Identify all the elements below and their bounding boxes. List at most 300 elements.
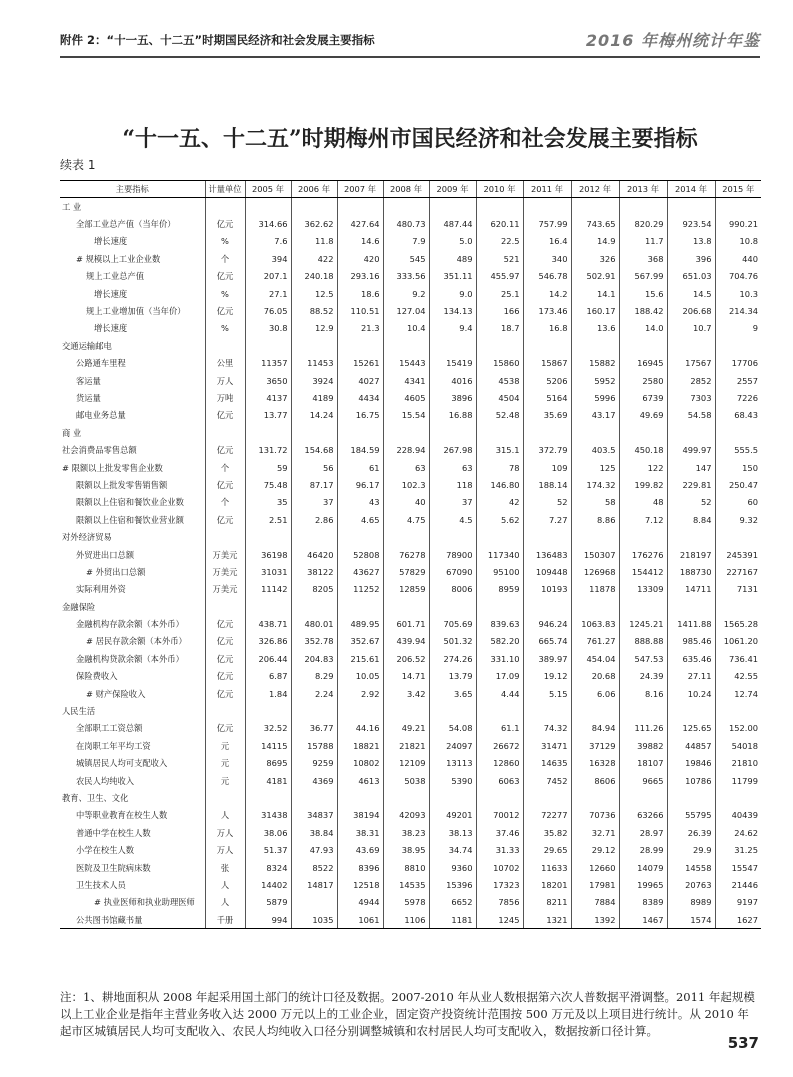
row-value-cell: 11799 — [715, 772, 761, 789]
row-value-cell: 70012 — [476, 807, 523, 824]
table-row — [60, 789, 761, 806]
row-value-cell — [571, 702, 619, 719]
page-title: “十一五、十二五”时期梅州市国民经济和社会发展主要指标 — [122, 126, 698, 152]
table-row — [60, 302, 761, 319]
row-value-cell: 438.71 — [245, 615, 291, 632]
row-unit: 亿元 — [205, 302, 245, 319]
row-value-cell: 9360 — [429, 859, 476, 876]
row-unit: 元 — [205, 737, 245, 754]
row-value-cell: 110.51 — [337, 302, 383, 319]
row-value-cell: 150307 — [571, 546, 619, 563]
row-value-cell: 37129 — [571, 737, 619, 754]
row-value-cell: 19846 — [667, 755, 715, 772]
row-value-cell: 21.3 — [337, 320, 383, 337]
row-value-cell: 7131 — [715, 581, 761, 598]
row-value-cell: 31471 — [523, 737, 571, 754]
row-indicator-name: 限额以上住宿和餐饮业营业额 — [76, 514, 184, 525]
row-value-cell: 38.31 — [337, 824, 383, 841]
table-row — [60, 911, 761, 929]
row-value-cell: 499.97 — [667, 441, 715, 458]
row-value-cell: 3.42 — [383, 685, 429, 702]
row-value-cell: 4369 — [291, 772, 337, 789]
row-value-cell: 18.6 — [337, 285, 383, 302]
row-value-cell: 18821 — [337, 737, 383, 754]
row-value-cell: 14.0 — [619, 320, 667, 337]
row-value-cell: 10702 — [476, 859, 523, 876]
row-value-cell: 109448 — [523, 563, 571, 580]
row-value-cell: 333.56 — [383, 268, 429, 285]
row-indicator-name: 社会消费品零售总额 — [62, 445, 137, 456]
row-value-cell: 743.65 — [571, 215, 619, 232]
row-indicator-name: 公路通车里程 — [76, 358, 126, 369]
row-value-cell: 705.69 — [429, 615, 476, 632]
row-value-cell — [523, 424, 571, 441]
col-header-year: 2015 年 — [715, 181, 761, 198]
row-value-cell: 214.34 — [715, 302, 761, 319]
row-value-cell: 44.16 — [337, 720, 383, 737]
row-unit: 公里 — [205, 355, 245, 372]
row-value-cell: 18201 — [523, 876, 571, 893]
row-value-cell — [667, 789, 715, 806]
row-value-cell: 5952 — [571, 372, 619, 389]
table-row — [60, 807, 761, 824]
table-row — [60, 772, 761, 789]
row-value-cell: 5879 — [245, 894, 291, 911]
row-value-cell: 7884 — [571, 894, 619, 911]
table-row — [60, 581, 761, 598]
row-value-cell: 31031 — [245, 563, 291, 580]
row-unit — [205, 598, 245, 615]
row-indicator-name: 在岗职工年平均工资 — [76, 740, 151, 751]
row-value-cell: 26672 — [476, 737, 523, 754]
row-value-cell: 240.18 — [291, 268, 337, 285]
row-indicator-name: 限额以上批发零售销售额 — [76, 479, 168, 490]
table-row — [60, 633, 761, 650]
row-indicator-name: 全部工业总产值（当年价） — [76, 219, 176, 230]
row-value-cell: 250.47 — [715, 476, 761, 493]
row-value-cell: 489 — [429, 250, 476, 267]
row-value-cell: 15860 — [476, 355, 523, 372]
table-row — [60, 407, 761, 424]
row-value-cell: 11357 — [245, 355, 291, 372]
row-value-cell: 38.13 — [429, 824, 476, 841]
row-value-cell: 15396 — [429, 876, 476, 893]
table-row — [60, 355, 761, 372]
row-value-cell — [523, 598, 571, 615]
row-value-cell: 8.16 — [619, 685, 667, 702]
row-value-cell: 5164 — [523, 389, 571, 406]
row-value-cell: 38.06 — [245, 824, 291, 841]
row-value-cell: 11.7 — [619, 233, 667, 250]
col-header-unit: 计量单位 — [205, 181, 245, 198]
row-value-cell: 17.09 — [476, 668, 523, 685]
row-value-cell: 14711 — [667, 581, 715, 598]
row-value-cell: 9197 — [715, 894, 761, 911]
row-value-cell: 21821 — [383, 737, 429, 754]
row-value-cell — [245, 337, 291, 354]
row-value-cell: 1035 — [291, 911, 337, 929]
row-unit: 人 — [205, 894, 245, 911]
row-value-cell — [429, 702, 476, 719]
row-value-cell: 6063 — [476, 772, 523, 789]
row-value-cell: 59 — [245, 459, 291, 476]
row-value-cell — [523, 528, 571, 545]
row-value-cell: 17323 — [476, 876, 523, 893]
row-value-cell: 351.11 — [429, 268, 476, 285]
row-value-cell: 4613 — [337, 772, 383, 789]
row-value-cell: 8606 — [571, 772, 619, 789]
page-header — [60, 28, 760, 54]
row-value-cell: 76.05 — [245, 302, 291, 319]
row-value-cell: 68.43 — [715, 407, 761, 424]
row-value-cell — [715, 198, 761, 216]
row-value-cell: 14558 — [667, 859, 715, 876]
row-indicator-name: 限额以上住宿和餐饮业企业数 — [76, 497, 184, 508]
row-value-cell — [523, 702, 571, 719]
row-value-cell: 11142 — [245, 581, 291, 598]
row-value-cell: 8324 — [245, 859, 291, 876]
row-value-cell — [291, 198, 337, 216]
row-unit: 张 — [205, 859, 245, 876]
row-value-cell: 2852 — [667, 372, 715, 389]
row-value-cell: 154.68 — [291, 441, 337, 458]
row-value-cell: 206.44 — [245, 650, 291, 667]
row-value-cell: 8.86 — [571, 511, 619, 528]
row-value-cell: 78900 — [429, 546, 476, 563]
row-value-cell: 47.93 — [291, 841, 337, 858]
row-value-cell: 501.32 — [429, 633, 476, 650]
row-value-cell: 27.11 — [667, 668, 715, 685]
row-indicator-name: 农民人均纯收入 — [76, 775, 135, 786]
row-indicator-name: # 居民存款余额（本外币） — [86, 636, 187, 647]
col-header-year: 2005 年 — [245, 181, 291, 198]
row-value-cell: 10.7 — [667, 320, 715, 337]
row-value-cell: 125 — [571, 459, 619, 476]
row-value-cell: 126968 — [571, 563, 619, 580]
row-indicator-name: 实际利用外资 — [76, 584, 126, 595]
row-value-cell — [715, 702, 761, 719]
row-indicator-name: 医院及卫生院病床数 — [76, 862, 151, 873]
row-value-cell: 582.20 — [476, 633, 523, 650]
row-value-cell: 12660 — [571, 859, 619, 876]
row-value-cell — [383, 789, 429, 806]
row-value-cell: 489.95 — [337, 615, 383, 632]
row-value-cell — [619, 789, 667, 806]
table-row — [60, 441, 761, 458]
row-value-cell: 52 — [667, 494, 715, 511]
row-unit: 亿元 — [205, 215, 245, 232]
row-value-cell — [337, 528, 383, 545]
row-value-cell: 228.94 — [383, 441, 429, 458]
row-value-cell: 20.68 — [571, 668, 619, 685]
row-value-cell: 27.1 — [245, 285, 291, 302]
row-value-cell: 38.84 — [291, 824, 337, 841]
row-value-cell: 2557 — [715, 372, 761, 389]
row-value-cell: 18.7 — [476, 320, 523, 337]
row-value-cell: 5.62 — [476, 511, 523, 528]
row-value-cell — [291, 528, 337, 545]
row-value-cell — [523, 337, 571, 354]
row-value-cell: 1.84 — [245, 685, 291, 702]
row-value-cell: 215.61 — [337, 650, 383, 667]
row-value-cell: 19965 — [619, 876, 667, 893]
row-value-cell: 28.97 — [619, 824, 667, 841]
table-header-row — [60, 181, 761, 198]
row-value-cell: 923.54 — [667, 215, 715, 232]
table-subtitle: 续表 1 — [60, 158, 96, 172]
row-value-cell: 567.99 — [619, 268, 667, 285]
row-unit: 亿元 — [205, 441, 245, 458]
row-value-cell: 40439 — [715, 807, 761, 824]
row-value-cell: 4137 — [245, 389, 291, 406]
row-value-cell: 736.41 — [715, 650, 761, 667]
row-value-cell: 40 — [383, 494, 429, 511]
row-indicator-name: # 外贸出口总额 — [86, 566, 146, 577]
row-value-cell: 14635 — [523, 755, 571, 772]
row-value-cell: 118 — [429, 476, 476, 493]
row-value-cell: 1627 — [715, 911, 761, 929]
row-unit — [205, 702, 245, 719]
row-value-cell: 70736 — [571, 807, 619, 824]
row-indicator-name: 公共图书馆藏书量 — [60, 911, 205, 929]
indicators-table — [60, 180, 761, 929]
row-unit: 个 — [205, 459, 245, 476]
row-unit: 亿元 — [205, 720, 245, 737]
row-value-cell: 4027 — [337, 372, 383, 389]
row-value-cell: 111.26 — [619, 720, 667, 737]
row-value-cell: 37.46 — [476, 824, 523, 841]
row-value-cell — [383, 598, 429, 615]
row-unit: 万吨 — [205, 389, 245, 406]
col-header-year: 2008 年 — [383, 181, 429, 198]
row-value-cell: 4605 — [383, 389, 429, 406]
row-value-cell: 8211 — [523, 894, 571, 911]
row-value-cell — [715, 424, 761, 441]
row-value-cell: 7.12 — [619, 511, 667, 528]
row-value-cell: 10786 — [667, 772, 715, 789]
table-row — [60, 320, 761, 337]
row-value-cell: 61.1 — [476, 720, 523, 737]
row-value-cell: 15261 — [337, 355, 383, 372]
row-value-cell: 56 — [291, 459, 337, 476]
row-value-cell: 29.65 — [523, 841, 571, 858]
row-value-cell: 7226 — [715, 389, 761, 406]
row-value-cell: 63266 — [619, 807, 667, 824]
row-value-cell: 11633 — [523, 859, 571, 876]
row-value-cell: 403.5 — [571, 441, 619, 458]
row-value-cell — [571, 789, 619, 806]
row-value-cell: 1063.83 — [571, 615, 619, 632]
row-value-cell: 455.97 — [476, 268, 523, 285]
row-value-cell — [383, 528, 429, 545]
row-value-cell: 1574 — [667, 911, 715, 929]
row-value-cell: 352.67 — [337, 633, 383, 650]
row-value-cell: 4189 — [291, 389, 337, 406]
row-value-cell: 12.5 — [291, 285, 337, 302]
row-value-cell: 326 — [571, 250, 619, 267]
row-indicator-name: 城镇居民人均可支配收入 — [76, 758, 168, 769]
row-value-cell: 9 — [715, 320, 761, 337]
row-value-cell: 4504 — [476, 389, 523, 406]
row-unit: 亿元 — [205, 650, 245, 667]
row-value-cell: 2.86 — [291, 511, 337, 528]
row-value-cell: 76278 — [383, 546, 429, 563]
table-row — [60, 755, 761, 772]
row-value-cell: 15882 — [571, 355, 619, 372]
row-indicator-name: 金融机构贷款余额（本外币） — [76, 653, 184, 664]
table-row — [60, 859, 761, 876]
row-indicator-name: # 规模以上工业企业数 — [76, 253, 161, 264]
row-value-cell: 502.91 — [571, 268, 619, 285]
row-value-cell: 26.39 — [667, 824, 715, 841]
row-value-cell — [667, 528, 715, 545]
row-indicator-name: 增长速度 — [94, 236, 128, 247]
row-value-cell — [429, 789, 476, 806]
row-value-cell: 14.5 — [667, 285, 715, 302]
row-value-cell: 16328 — [571, 755, 619, 772]
row-value-cell: 84.94 — [571, 720, 619, 737]
row-indicator-name: 全部职工工资总额 — [76, 723, 143, 734]
row-value-cell: 6.87 — [245, 668, 291, 685]
row-value-cell — [337, 702, 383, 719]
row-value-cell — [571, 598, 619, 615]
row-value-cell: 8006 — [429, 581, 476, 598]
row-value-cell — [523, 198, 571, 216]
row-value-cell: 5206 — [523, 372, 571, 389]
row-value-cell: 160.17 — [571, 302, 619, 319]
row-value-cell: 5996 — [571, 389, 619, 406]
row-value-cell — [523, 789, 571, 806]
row-value-cell — [383, 702, 429, 719]
row-value-cell: 8989 — [667, 894, 715, 911]
row-value-cell: 207.1 — [245, 268, 291, 285]
row-value-cell — [291, 598, 337, 615]
row-value-cell: 17706 — [715, 355, 761, 372]
row-value-cell: 8.29 — [291, 668, 337, 685]
row-unit: 千册 — [205, 911, 245, 929]
row-value-cell — [619, 598, 667, 615]
row-value-cell: 188.42 — [619, 302, 667, 319]
row-value-cell — [245, 789, 291, 806]
row-value-cell: 63 — [383, 459, 429, 476]
row-value-cell: 888.88 — [619, 633, 667, 650]
row-unit: 人 — [205, 807, 245, 824]
row-value-cell: 188.14 — [523, 476, 571, 493]
row-value-cell — [337, 598, 383, 615]
row-value-cell: 1321 — [523, 911, 571, 929]
row-indicator-name: # 执业医师和执业助理医师 — [94, 897, 195, 908]
row-value-cell: 12859 — [383, 581, 429, 598]
row-value-cell: 12860 — [476, 755, 523, 772]
row-value-cell: 125.65 — [667, 720, 715, 737]
table-row — [60, 876, 761, 893]
row-value-cell: 24.62 — [715, 824, 761, 841]
row-value-cell: 55795 — [667, 807, 715, 824]
row-value-cell: 267.98 — [429, 441, 476, 458]
row-unit — [205, 528, 245, 545]
table-row — [60, 389, 761, 406]
table-row — [60, 476, 761, 493]
row-indicator-name: 邮电业务总量 — [76, 410, 126, 421]
row-unit: 亿元 — [205, 476, 245, 493]
row-value-cell: 427.64 — [337, 215, 383, 232]
table-row — [60, 233, 761, 250]
row-value-cell: 4434 — [337, 389, 383, 406]
row-indicator-name: 外贸进出口总额 — [76, 549, 135, 560]
row-value-cell — [476, 702, 523, 719]
table-row — [60, 824, 761, 841]
row-value-cell: 4538 — [476, 372, 523, 389]
row-value-cell: 229.81 — [667, 476, 715, 493]
row-value-cell: 206.52 — [383, 650, 429, 667]
row-unit: 个 — [205, 494, 245, 511]
row-unit: 亿元 — [205, 268, 245, 285]
row-indicator-name: 教育、卫生、文化 — [62, 792, 129, 803]
row-value-cell: 32.52 — [245, 720, 291, 737]
row-unit — [205, 789, 245, 806]
row-value-cell: 35.69 — [523, 407, 571, 424]
row-value-cell — [245, 198, 291, 216]
row-value-cell: 368 — [619, 250, 667, 267]
row-value-cell: 38194 — [337, 807, 383, 824]
table-row — [60, 894, 761, 911]
row-value-cell: 38122 — [291, 563, 337, 580]
row-value-cell: 9.0 — [429, 285, 476, 302]
table-row — [60, 511, 761, 528]
row-value-cell: 10.05 — [337, 668, 383, 685]
row-value-cell: 58 — [571, 494, 619, 511]
row-value-cell — [291, 702, 337, 719]
row-value-cell: 117340 — [476, 546, 523, 563]
row-value-cell: 15788 — [291, 737, 337, 754]
col-header-year: 2013 年 — [619, 181, 667, 198]
row-value-cell: 1181 — [429, 911, 476, 929]
row-value-cell: 13.79 — [429, 668, 476, 685]
row-value-cell: 704.76 — [715, 268, 761, 285]
table-row — [60, 285, 761, 302]
row-value-cell: 136483 — [523, 546, 571, 563]
row-value-cell: 74.32 — [523, 720, 571, 737]
row-indicator-name: 规上工业增加值（当年价） — [86, 306, 186, 317]
row-value-cell: 10802 — [337, 755, 383, 772]
row-value-cell: 14115 — [245, 737, 291, 754]
row-unit: % — [205, 233, 245, 250]
row-value-cell: 480.01 — [291, 615, 337, 632]
row-value-cell: 11.8 — [291, 233, 337, 250]
row-value-cell: 22.5 — [476, 233, 523, 250]
row-value-cell: 440 — [715, 250, 761, 267]
row-value-cell: 16.8 — [523, 320, 571, 337]
row-value-cell: 450.18 — [619, 441, 667, 458]
row-value-cell: 204.83 — [291, 650, 337, 667]
row-value-cell — [383, 337, 429, 354]
row-indicator-name: 小学在校生人数 — [76, 845, 135, 856]
row-value-cell — [429, 198, 476, 216]
row-unit: 万人 — [205, 841, 245, 858]
row-indicator-name: 增长速度 — [94, 288, 128, 299]
row-value-cell: 4016 — [429, 372, 476, 389]
row-indicator-name: # 财产保险收入 — [86, 688, 146, 699]
row-value-cell — [619, 337, 667, 354]
row-value-cell: 2.51 — [245, 511, 291, 528]
row-value-cell: 11453 — [291, 355, 337, 372]
row-value-cell: 14.71 — [383, 668, 429, 685]
row-value-cell: 43.69 — [337, 841, 383, 858]
row-value-cell: 173.46 — [523, 302, 571, 319]
row-value-cell — [571, 528, 619, 545]
row-value-cell: 42093 — [383, 807, 429, 824]
row-value-cell — [245, 702, 291, 719]
